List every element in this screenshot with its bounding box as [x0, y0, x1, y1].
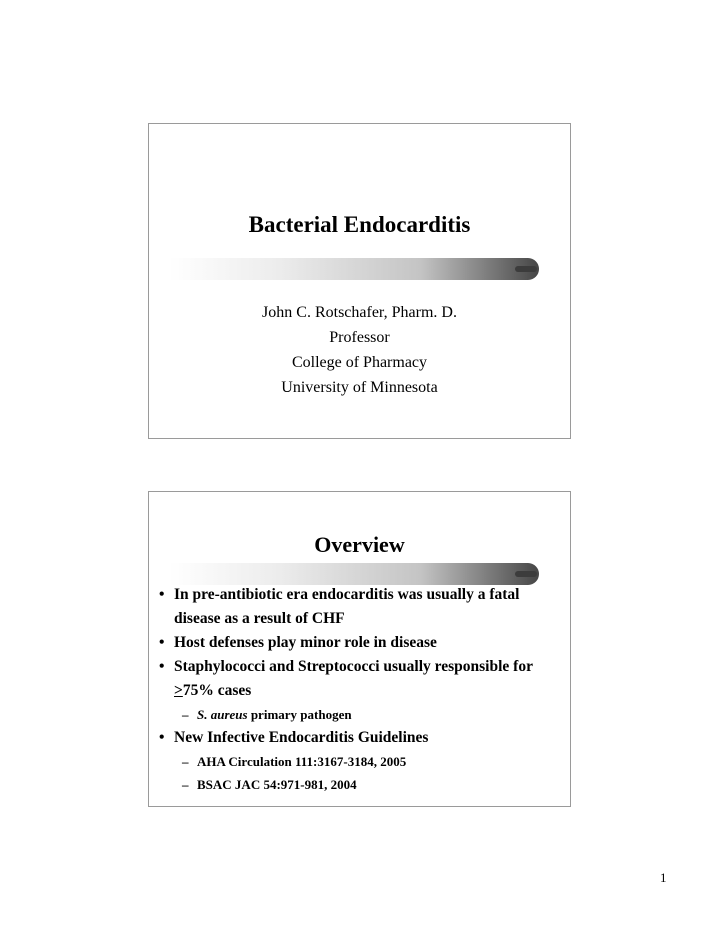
sub-bullet-text: primary pathogen: [247, 707, 352, 722]
bullet-item: [159, 655, 564, 703]
sub-bullet-text: AHA Circulation 111:3167-3184, 2005: [197, 754, 407, 769]
slide-title-page: [148, 123, 571, 439]
bullet-dot: •: [159, 634, 165, 651]
sub-bullet-item: [159, 750, 564, 773]
author-block: [149, 300, 570, 400]
author-position: Professor: [329, 329, 390, 346]
bullet-item: [159, 631, 564, 655]
author-name: John C. Rotschafer, Pharm. D.: [262, 304, 457, 321]
greater-equal-sign: >: [174, 682, 183, 699]
sub-bullet-dash: –: [182, 754, 189, 769]
author-college: College of Pharmacy: [291, 354, 428, 371]
sub-bullet-item: [159, 773, 564, 796]
bullet-item: [159, 583, 564, 631]
bullet-text: New Infective Endocarditis Guidelines: [174, 729, 429, 746]
sub-bullet-dash: –: [182, 777, 189, 792]
title-underline-bar: [169, 258, 539, 280]
bullet-text: In pre-antibiotic era endocarditis was usually a fatal disease as a result of CHF: [174, 586, 520, 627]
pathogen-name: S. aureus: [197, 707, 248, 722]
slide-title: Overview: [314, 532, 405, 557]
bullet-text-prefix: Staphylococci and Streptococci usually responsible for: [174, 658, 533, 675]
bullet-text: Host defenses play minor role in disease: [174, 634, 437, 651]
slide-title: Bacterial Endocarditis: [248, 212, 471, 237]
bullet-dot: •: [159, 586, 165, 603]
author-university: University of Minnesota: [281, 379, 438, 396]
bullet-text-suffix: 75% cases: [182, 682, 252, 699]
slide-overview: [148, 491, 571, 807]
bullet-dot: •: [159, 729, 165, 746]
page-number: 1: [660, 870, 667, 885]
bullet-text: [174, 658, 533, 699]
bullet-dot: •: [159, 658, 165, 675]
title-underline-bar: [169, 563, 539, 585]
sub-bullet-text: BSAC JAC 54:971-981, 2004: [197, 777, 357, 792]
sub-bullet-item: [159, 703, 564, 726]
sub-bullet-dash: –: [182, 707, 189, 722]
bullet-list: [159, 583, 564, 796]
bullet-item: [159, 726, 564, 750]
